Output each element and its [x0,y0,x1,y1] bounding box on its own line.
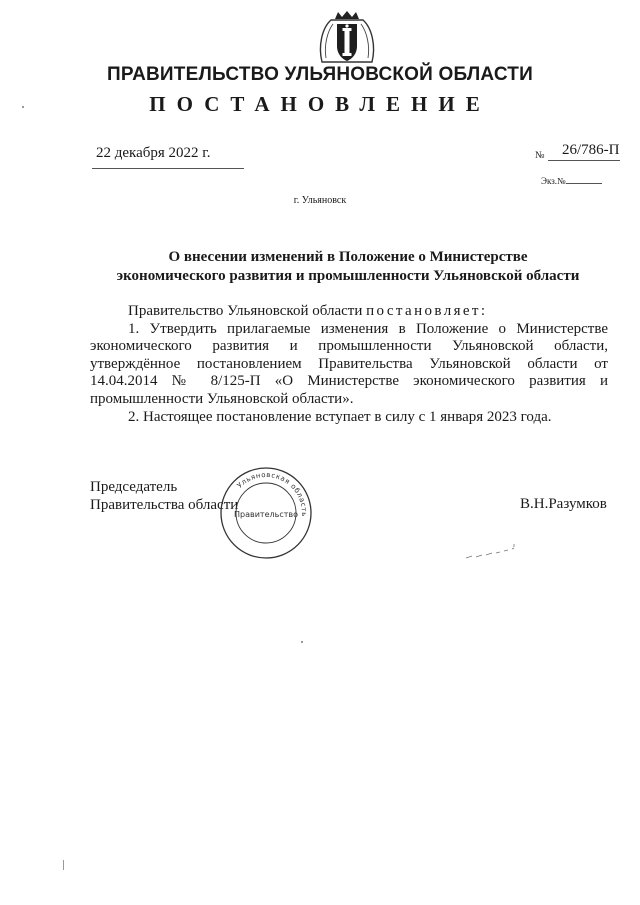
resolution-item-1: 1. Утвердить прилагаемые изменения в Положение о Министерстве экономического развития и промышленности Ульяновской области, утверждённое постановлением Правительства Ульяновской области от 14.04.2014 № 8/125-П «О Министерстве экономического развития и промышленности Ульяновской области». [90,320,608,407]
document-type-title: ПОСТАНОВЛЕНИЕ [149,92,491,116]
signatory-title-line-1: Председатель [90,479,178,495]
subject-line-2: экономического развития и промышленности Ульяновской области [116,268,580,284]
scan-speck [22,106,24,108]
copy-number [541,176,602,186]
preamble [90,303,608,321]
copy-number-line [566,183,602,184]
signatory-title [90,478,238,514]
preamble-subject: Правительство Ульяновской области [128,303,363,319]
coat-of-arms-icon [316,10,378,68]
number-sign: № [535,150,545,161]
city-of-issue: г. Ульяновск [293,195,347,206]
subject-line-1: О внесении изменений в Положение о Министерстве [168,249,528,265]
copy-label: Экз.№ [541,176,566,186]
date-underline [92,168,244,169]
handwritten-signature [462,540,522,564]
document-number: 26/786-П [548,142,620,161]
government-name: ПРАВИТЕЛЬСТВО УЛЬЯНОВСКОЙ ОБЛАСТИ [107,64,533,85]
official-seal [219,466,313,560]
document-date: 22 декабря 2022 г. [96,145,211,161]
resolution-item-2: 2. Настоящее постановление вступает в силу с 1 января 2023 года. [128,408,552,425]
document-subject [90,248,606,286]
signatory-name: В.Н.Разумков [520,496,607,512]
seal-center-text: Правительство [234,510,298,519]
document-body [90,303,608,426]
signatory-title-line-2: Правительства области [90,497,239,513]
scan-speck [63,860,64,870]
seal-ring-text: Ульяновская область [235,470,309,518]
scan-speck [301,641,303,643]
preamble-verb: постановляет: [366,303,488,319]
